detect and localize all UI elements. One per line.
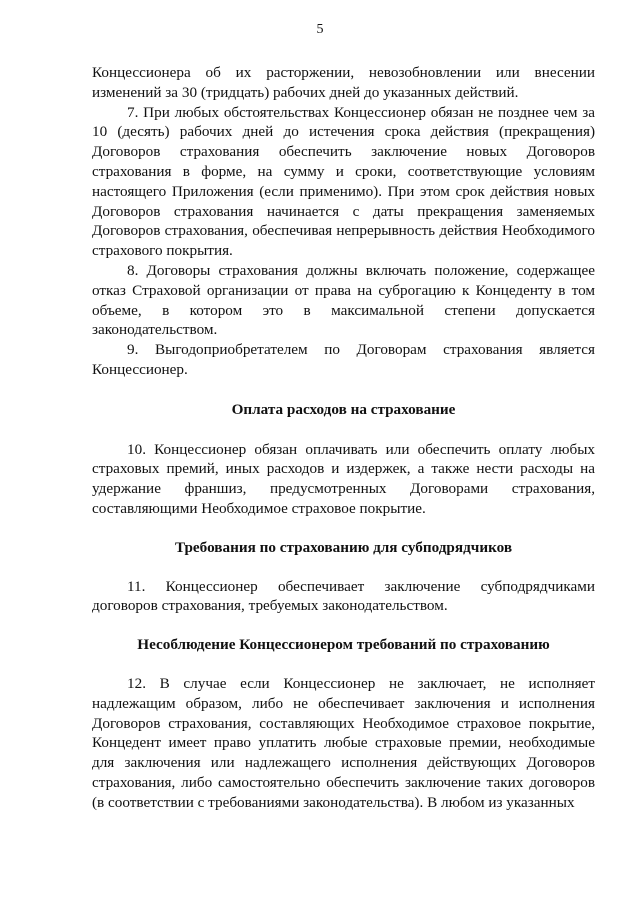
page-number: 5 (316, 22, 324, 37)
paragraph-7: 7. При любых обстоятельствах Концессионер обязан не позднее чем за 10 (десять) рабочих дней до истечения срока действия (прекращения) Договоров страхования обеспечить заключение новых Договоров страхования в форме, на сумму и сроки, соответствующие условиям настоящего Приложения (если применимо). При этом срок действия новых Договоров страхования начинается с даты прекращения заменяемых Договоров страхования, обеспечивая непрерывность действия Необходимого страхового покрытия. (92, 103, 595, 260)
heading-insurance-payment: Оплата расходов на страхование (231, 400, 456, 418)
paragraph-12: 12. В случае если Концессионер не заключает, не исполняет надлежащим образом, либо не обеспечивает заключения и исполнения Договоров страхования, составляющих Необходимое страховое покрытие, Концедент имеет право уплатить любые страховые премии, необходимые для заключения или надлежащего исполнения действующих Договоров страхования, либо самостоятельно обеспечить заключение таких договоров (в соответствии с требованиями законодательства). В любом из указанных (92, 674, 595, 811)
paragraph-10: 10. Концессионер обязан оплачивать или обеспечить оплату любых страховых премий, иных расходов и издержек, а также нести расходы на удержание франшиз, предусмотренных Договорами страхования, составляющими Необходимое страховое покрытие. (92, 440, 595, 517)
heading-noncompliance: Несоблюдение Концессионером требований по страхованию (137, 636, 550, 654)
heading-subcontractor-requirements: Требования по страхованию для субподрядчиков (174, 538, 513, 556)
paragraph-8: 8. Договоры страхования должны включать положение, содержащее отказ Страховой организации от права на суброгацию к Концеденту в том объеме, в котором это в максимальной степени допускается законодательством. (92, 261, 595, 339)
document-body (92, 63, 595, 813)
paragraph-9: 9. Выгодоприобретателем по Договорам страхования является Концессионер. (92, 341, 595, 378)
paragraph-11: 11. Концессионер обеспечивает заключение субподрядчиками договоров страхования, требуемых законодательством. (92, 577, 595, 615)
paragraph-continued: Концессионера об их расторжении, невозобновлении или внесении изменений за 30 (тридцать) рабочих дней до указанных действий. (92, 64, 595, 101)
